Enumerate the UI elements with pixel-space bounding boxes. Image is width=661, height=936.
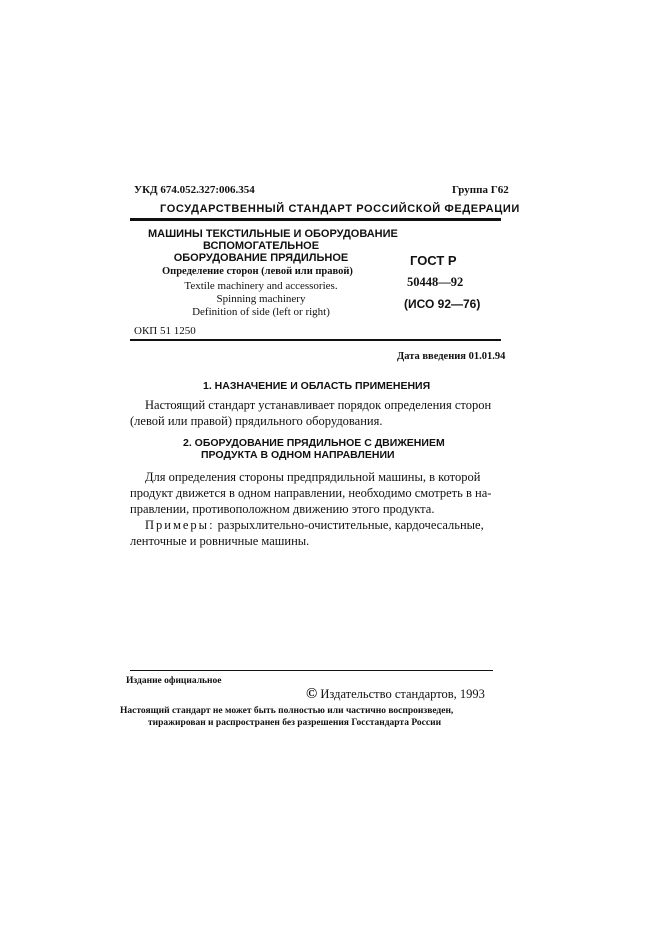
subtitle-ru: Определение сторон (левой или правой) (162, 266, 353, 277)
title-ru-line-2: ВСПОМОГАТЕЛЬНОЕ (202, 240, 320, 252)
iso-reference: (ИСО 92—76) (404, 297, 481, 311)
publisher: Издательство стандартов, 1993 (320, 687, 485, 701)
section-2-body (130, 469, 501, 549)
group-code: Группа Г62 (452, 184, 509, 196)
gost-number: 50448—92 (407, 275, 464, 289)
section-2-heading-line-1: 2. ОБОРУДОВАНИЕ ПРЯДИЛЬНОЕ С ДВИЖЕНИЕМ (183, 437, 445, 449)
section-2-heading-line-2: ПРОДУКТА В ОДНОМ НАПРАВЛЕНИИ (201, 449, 395, 461)
section-1-heading: 1. НАЗНАЧЕНИЕ И ОБЛАСТЬ ПРИМЕНЕНИЯ (203, 380, 431, 392)
header-rule (130, 218, 501, 221)
udk-code: УКД 674.052.327:006.354 (134, 184, 255, 196)
section-2-examples-line-1 (130, 517, 501, 533)
section-2-body-line-1: Для определения стороны предпрядильной машины, в которой (145, 470, 481, 484)
title-en-line-3: Definition of side (left or right) (192, 306, 330, 318)
title-ru-line-3: ОБОРУДОВАНИЕ ПРЯДИЛЬНОЕ (173, 252, 349, 264)
examples-text-1: разрыхлительно-очистительные, кардочесальные, (217, 518, 484, 532)
section-1-body-line-1: Настоящий стандарт устанавливает порядок определения сторон (145, 398, 492, 412)
examples-label: Примеры: (145, 518, 215, 532)
state-standard-heading: ГОСУДАРСТВЕННЫЙ СТАНДАРТ РОССИЙСКОЙ ФЕДЕРАЦИИ (160, 203, 520, 215)
notice-line-2: тиражирован и распространен без разрешения Госстандарта России (148, 718, 442, 728)
footer-rule (130, 670, 493, 671)
section-1-body (130, 397, 501, 429)
title-en-line-1: Textile machinery and accessories. (184, 280, 338, 292)
title-ru-line-1: МАШИНЫ ТЕКСТИЛЬНЫЕ И ОБОРУДОВАНИЕ (148, 228, 398, 240)
gost-label: ГОСТ Р (410, 253, 457, 268)
section-2-body-line-3: правлении, противоположном движению этого продукта. (130, 502, 435, 516)
section-2-examples-line-2: ленточные и ровничные машины. (130, 534, 310, 548)
section-2-body-line-2: продукт движется в одном направлении, необходимо смотреть в на- (130, 486, 492, 500)
introduction-date: Дата введения 01.01.94 (397, 351, 506, 362)
section-1-body-line-2: (левой или правой) прядильного оборудования. (130, 414, 383, 428)
copyright-icon: © (306, 686, 318, 702)
official-edition: Издание официальное (126, 676, 222, 686)
okp-code: ОКП 51 1250 (134, 325, 196, 337)
title-en-line-2: Spinning machinery (216, 293, 306, 305)
okp-rule (130, 339, 501, 341)
notice-line-1: Настоящий стандарт не может быть полностью или частично воспроизведен, (120, 706, 454, 716)
copyright-line (306, 686, 485, 703)
